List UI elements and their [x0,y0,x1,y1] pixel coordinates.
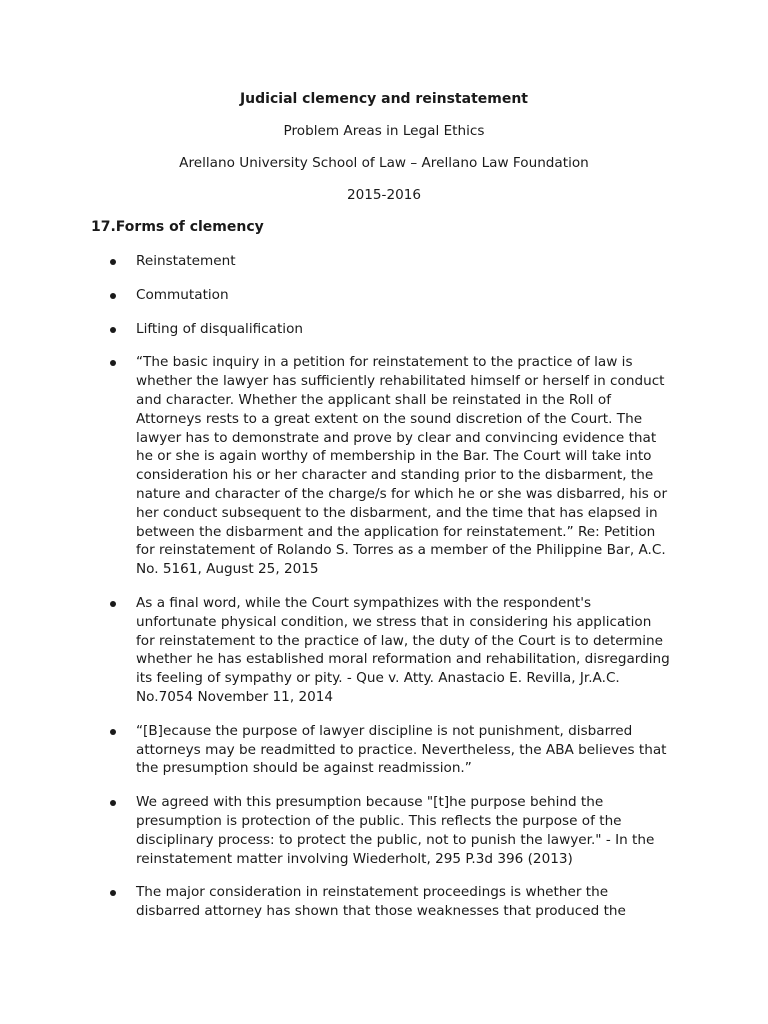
bullet-list [0,252,768,936]
document-organization: Arellano University School of Law – Arellano Law Foundation [179,155,589,171]
list-item [0,883,768,921]
bullet-text: The major consideration in reinstatement proceedings is whether the disbarred attorney has shown that those weaknesses that produced the [136,884,626,920]
document-year: 2015-2016 [346,187,422,203]
bullet-icon [110,800,116,806]
bullet-text: We agreed with this presumption because "[t]he purpose behind the presumption is protection of the public. This reflects the purpose of the disciplinary process: to protect the public, not to punish the lawyer." - In the reinstatement matter involving Wiederholt, 295 P.3d 396 (2013) [136,794,655,867]
section-heading: 17.Forms of clemency [91,219,264,235]
bullet-icon [110,327,116,333]
bullet-text: Commutation [136,286,229,303]
bullet-text: Reinstatement [136,253,236,269]
document-title: Judicial clemency and reinstatement [239,91,529,107]
bullet-icon [110,729,116,735]
list-item [0,722,768,778]
list-item [0,286,768,305]
list-item [0,252,768,271]
bullet-icon [110,601,116,607]
bullet-text: As a final word, while the Court sympathizes with the respondent's unfortunate physical condition, we stress that in considering his application for reinstatement to the practice of law, the duty of the Court is to determine whether he has established moral reformation and rehabilitation, disregarding its feeling of sympathy or pity. - Que v. Atty. Anastacio E. Revilla, Jr.A.C. No.7054 November 11, 2014 [136,594,670,705]
bullet-icon [110,293,116,299]
bullet-text: Lifting of disqualification [136,320,304,337]
list-item [0,594,768,707]
bullet-text: “The basic inquiry in a petition for reinstatement to the practice of law is whether the lawyer has sufficiently rehabilitated himself or herself in conduct and character. Whether the applicant shall be reinstated in the Roll of Attorneys rests to a great extent on the sound discretion of the Court. The lawyer has to demonstrate and prove by clear and convincing evidence that he or she is again worthy of membership in the Bar. The Court will take into consideration his or her character and standing prior to the disbarment, the nature and character of the charge/s for which he or she was disbarred, his or her conduct subsequent to the disbarment, and the time that has elapsed in between the disbarment and the application for reinstatement.” Re: Petition for reinstatement of Rolando S. Torres as a member of the Philippine Bar, A.C. No. 5161, August 25, 2015 [136,354,668,578]
bullet-icon [110,360,116,366]
list-item [0,320,768,339]
bullet-text: “[B]ecause the purpose of lawyer discipline is not punishment, disbarred attorneys may be readmitted to practice. Nevertheless, the ABA believes that the presumption should be against readmission.” [136,722,667,777]
bullet-icon [110,259,116,265]
document-subtitle: Problem Areas in Legal Ethics [283,123,485,139]
bullet-icon [110,890,116,896]
list-item [0,353,768,579]
list-item [0,793,768,868]
